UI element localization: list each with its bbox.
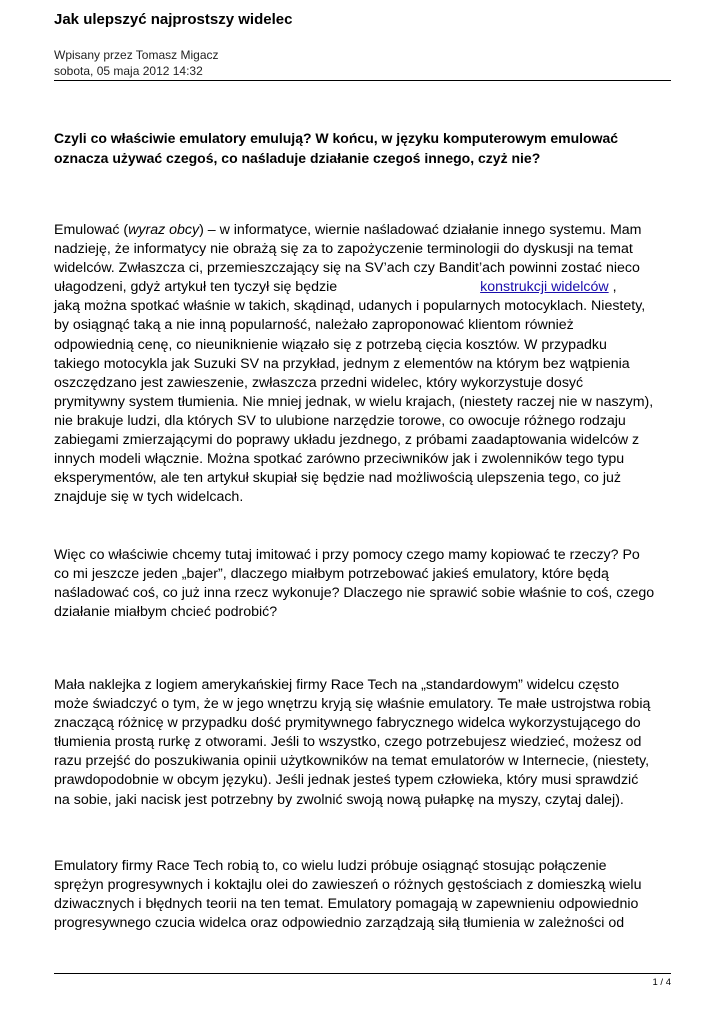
text-line: eksperymentów, ale ten artykuł skupiał się będzie nad możliwością ulepszenia tego, co już — [54, 470, 622, 487]
text-line: dziwacznych i błędnych teorii na ten temat. Emulatory pomagają w zapewnieniu odpowiednio — [54, 896, 639, 913]
text-line: Emulatory firmy Race Tech robią to, co wielu ludzi próbuje osiągnąć stosując połączenie — [54, 858, 607, 874]
text-line: progresywnego czucia widelca oraz odpowiednio zarządzają siłą tłumienia w zależności od — [54, 915, 625, 932]
text-run: ułagodzeni, gdyż artykuł ten tyczył się będzie — [54, 279, 338, 296]
text-line — [54, 278, 674, 297]
text-line: prymitywny system tłumienia. Nie mniej jednak, w wielu krajach, (niestety raczej nie w naszym), — [54, 393, 654, 410]
text-run: , — [608, 279, 617, 296]
text-line: zabiegami zmierzającymi do poprawy układu jezdnego, z próbami zaadaptowania widelców z — [54, 432, 640, 449]
text-line: innych modeli włącznie. Można spotkać zarówno przeciwników jak i zwolenników tego typu — [54, 451, 625, 468]
footer-divider — [54, 973, 671, 974]
text-line: może świadczyć o tym, że w jego wnętrzu kryją się właśnie emulatory. Te małe ustrojstwa robią — [54, 696, 651, 713]
text-line: Więc co właściwie chcemy tutaj imitować i przy pomocy czego mamy kopiować te rzeczy? Po — [54, 547, 640, 563]
text-line: razu przejść do poszukiwania opinii użytkowników na temat emulatorów w Internecie, (niestety, — [54, 753, 650, 770]
text-line: by osiągnąć taką a nie inną popularność, należało zaproponować klientom również — [54, 317, 574, 334]
text-line: znajduje się w tych widelcach. — [54, 489, 244, 506]
paragraph-4 — [54, 857, 674, 933]
date-line: sobota, 05 maja 2012 14:32 — [54, 64, 203, 78]
paragraph-2 — [54, 546, 674, 622]
text-line: widelców. Zwłaszcza ci, przemieszczający się na SV’ach czy Bandit’ach powinni zostać nieco — [54, 260, 640, 277]
paragraph-3 — [54, 676, 674, 810]
text-line: naśladować coś, co już inna rzecz wykonuje? Dlaczego nie sprawić sobie właśnie to coś, czego — [54, 585, 655, 602]
text-line: na sobie, jaki nacisk jest potrzebny by zwolnić swoją nową pułapkę na myszy, czytaj dalej). — [54, 791, 624, 808]
emphasis-text: wyraz obcy — [128, 222, 200, 238]
lead-line: Czyli co właściwie emulatory emulują? W końcu, w języku komputerowym emulować — [54, 130, 619, 146]
author-line: Wpisany przez Tomasz Migacz — [54, 48, 219, 62]
text-line: nadzieję, że informatycy nie obrażą się za to zapożyczenie terminologii do dyskusji na temat — [54, 241, 633, 258]
text-line: oszczędzano jest zawieszenie, zwłaszcza przedni widelec, który wykorzystuje dosyć — [54, 374, 584, 391]
text-line: co mi jeszcze jeden „bajer”, dlaczego miałbym potrzebować jakieś emulatory, które będą — [54, 566, 609, 583]
link-konstrukcji-widelcow[interactable]: konstrukcji widelców — [480, 279, 609, 296]
text-line: tłumienia prostą rurkę z otworami. Jeśli to wszystko, czego potrzebujesz wiedzieć, możesz od — [54, 734, 642, 751]
paragraph-1 — [54, 221, 674, 507]
text-line: prawdopodobnie w obcym języku). Jeśli jednak jesteś typem człowieka, który musi sprawdzić — [54, 772, 639, 789]
text-line: takiego motocykla jak Suzuki SV na przykład, jednym z elementów na którym bez wątpienia — [54, 355, 630, 372]
page-number: 1 / 4 — [652, 977, 671, 988]
lead-line: oznacza używać czegoś, co naśladuje działanie czegoś innego, czyż nie? — [54, 150, 541, 166]
header-divider — [54, 80, 671, 81]
text-line: Mała naklejka z logiem amerykańskiej firmy Race Tech na „standardowym” widelcu często — [54, 677, 620, 693]
text-run: ) – w informatyce, wiernie naśladować działanie innego systemu. Mam — [199, 222, 642, 238]
text-line: działanie miałbym chcieć podrobić? — [54, 604, 278, 621]
text-line: znaczącą różnicę w przypadku dość prymitywnego fabrycznego widelca wykorzystującego do — [54, 715, 641, 732]
text-run: Emulować ( — [54, 222, 129, 238]
text-line: nie brakuje ludzi, dla których SV to ulubione narzędzie torowe, co owocuje różnego rodzaju — [54, 412, 626, 429]
text-line: odpowiednią cenę, co nieuniknienie wiązało się z potrzebą cięcia kosztów. W przypadku — [54, 336, 607, 353]
article-lead — [54, 128, 671, 168]
article-title: Jak ulepszyć najprostszy widelec — [54, 11, 293, 28]
text-line — [54, 221, 674, 240]
text-line: sprężyn progresywnych i koktajlu olei do zawieszeń o różnych gęstościach z domieszką wielu — [54, 877, 642, 894]
text-line: jaką można spotkać właśnie w takich, skądinąd, udanych i popularnych motocyklach. Niestety, — [54, 298, 646, 315]
article-meta — [54, 47, 219, 79]
